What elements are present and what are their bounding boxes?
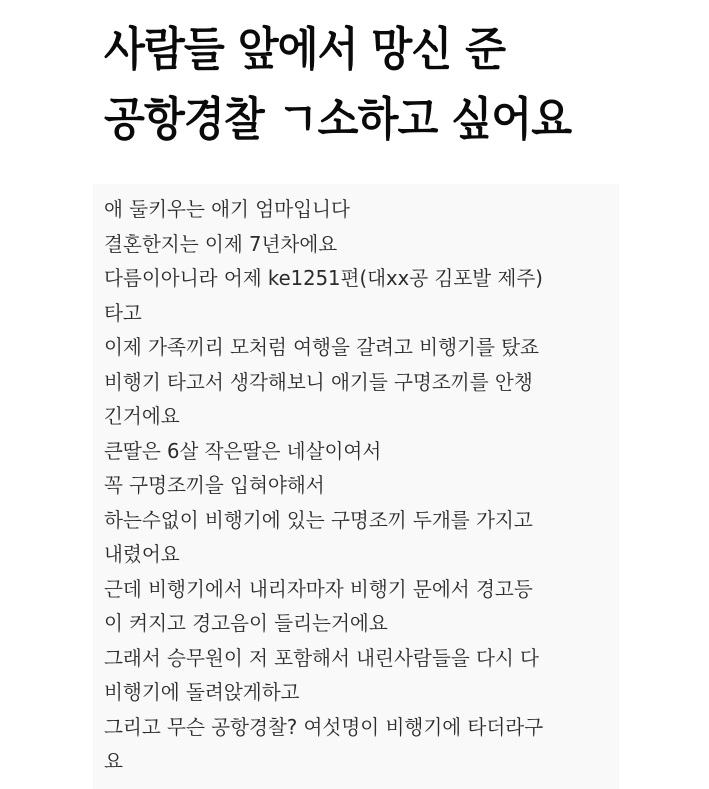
post-body bbox=[104, 192, 614, 779]
headline-line: 공항경찰 ㄱ소하고 싶어요 bbox=[104, 92, 572, 146]
headline-line: 사람들 앞에서 망신 준 bbox=[104, 22, 506, 76]
body-line: 큰딸은 6살 작은딸은 네살이여서 bbox=[104, 438, 382, 463]
body-line: 이제 가족끼리 모처럼 여행을 갈려고 비행기를 탔죠 bbox=[104, 335, 539, 359]
body-line: 요 bbox=[104, 749, 123, 773]
headline bbox=[104, 14, 694, 154]
body-line: 비행기에 돌려앉게하고 bbox=[104, 680, 300, 704]
body-line: 그리고 무슨 공항경찰? 여섯명이 비행기에 타더라구 bbox=[104, 714, 544, 739]
body-line: 꼭 구명조끼을 입혀야해서 bbox=[104, 473, 325, 497]
body-line: 애 둘키우는 애기 엄마입니다 bbox=[104, 197, 350, 221]
body-line: 다름이아니라 어제 ke1251편(대xx공 김포발 제주) bbox=[104, 266, 543, 290]
body-line: 긴거에요 bbox=[104, 404, 180, 428]
body-line: 비행기 타고서 생각해보니 애기들 구명조끼를 안챙 bbox=[104, 369, 533, 394]
body-line: 이 켜지고 경고음이 들리는거에요 bbox=[104, 611, 388, 635]
body-line: 타고 bbox=[104, 300, 142, 325]
body-line: 내렸어요 bbox=[104, 542, 180, 566]
body-line: 결혼한지는 이제 7년차에요 bbox=[104, 231, 338, 256]
body-line: 그래서 승무원이 저 포함해서 내린사람들을 다시 다 bbox=[104, 645, 539, 670]
body-line: 하는수없이 비행기에 있는 구명조끼 두개를 가지고 bbox=[104, 507, 533, 532]
body-line: 근데 비행기에서 내리자마자 비행기 문에서 경고등 bbox=[104, 576, 533, 601]
